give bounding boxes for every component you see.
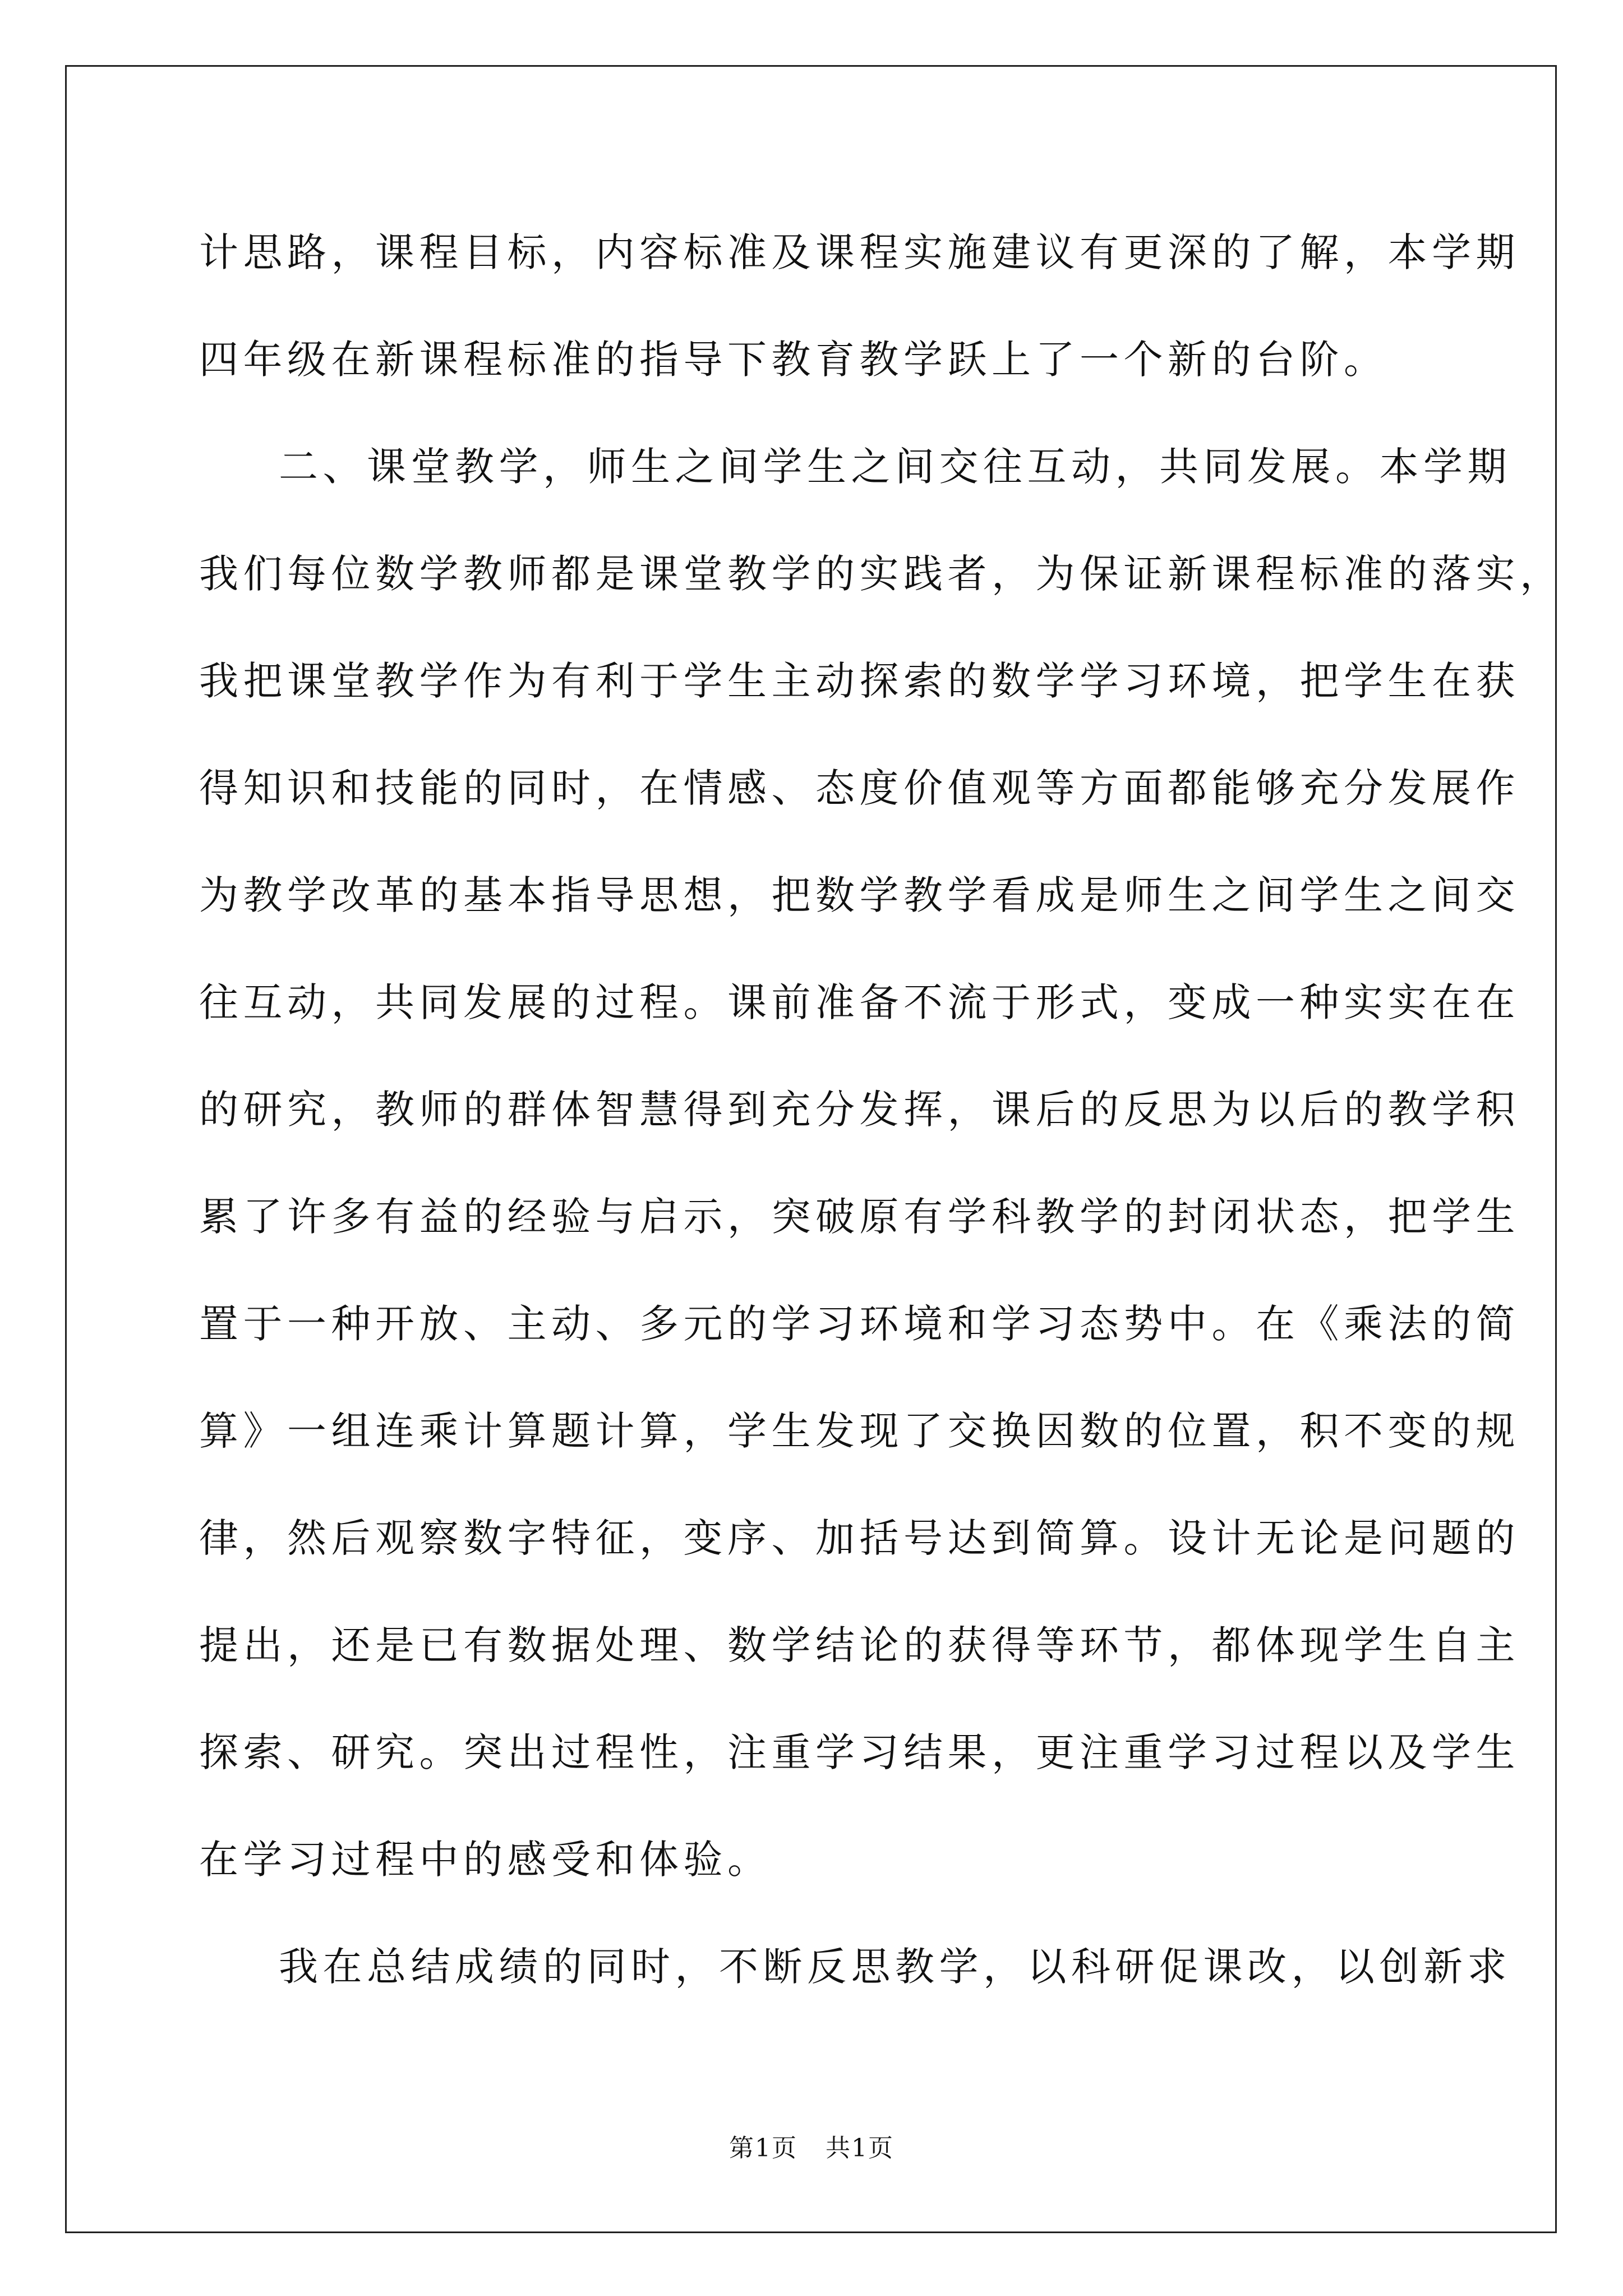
text-line: 律，然后观察数字特征，变序、加括号达到简算。设计无论是问题的 <box>199 1515 1520 1561</box>
text-line: 算》一组连乘计算题计算，学生发现了交换因数的位置，积不变的规 <box>199 1408 1520 1454</box>
page-number: 第1页 <box>729 2134 797 2162</box>
text-line: 计思路，课程目标，内容标准及课程实施建议有更深的了解，本学期 <box>199 229 1520 275</box>
text-line: 我们每位数学教师都是课堂教学的实践者，为保证新课程标准的落实， <box>199 551 1564 597</box>
page-total: 共1页 <box>826 2134 894 2162</box>
text-line: 提出，还是已有数据处理、数学结论的获得等环节，都体现学生自主 <box>199 1622 1520 1668</box>
page-footer <box>0 2132 1623 2165</box>
text-line: 我在总结成绩的同时，不断反思教学，以科研促课改，以创新求 <box>279 1944 1511 1990</box>
text-line: 往互动，共同发展的过程。课前准备不流于形式，变成一种实实在在 <box>199 979 1520 1025</box>
text-line: 为教学改革的基本指导思想，把数学教学看成是师生之间学生之间交 <box>199 872 1520 918</box>
text-line: 的研究，教师的群体智慧得到充分发挥，课后的反思为以后的教学积 <box>199 1087 1520 1133</box>
text-line: 我把课堂教学作为有利于学生主动探索的数学学习环境，把学生在获 <box>199 658 1520 704</box>
text-line: 得知识和技能的同时，在情感、态度价值观等方面都能够充分发展作 <box>199 765 1520 811</box>
text-line: 在学习过程中的感受和体验。 <box>199 1837 772 1883</box>
text-line: 二、课堂教学，师生之间学生之间交往互动，共同发展。本学期 <box>279 444 1511 490</box>
text-line: 探索、研究。突出过程性，注重学习结果，更注重学习过程以及学生 <box>199 1729 1520 1775</box>
text-line: 置于一种开放、主动、多元的学习环境和学习态势中。在《乘法的简 <box>199 1301 1520 1347</box>
page-border <box>65 65 1557 2233</box>
text-line: 四年级在新课程标准的指导下教育教学跃上了一个新的台阶。 <box>199 337 1388 383</box>
text-line: 累了许多有益的经验与启示，突破原有学科教学的封闭状态，把学生 <box>199 1194 1520 1240</box>
